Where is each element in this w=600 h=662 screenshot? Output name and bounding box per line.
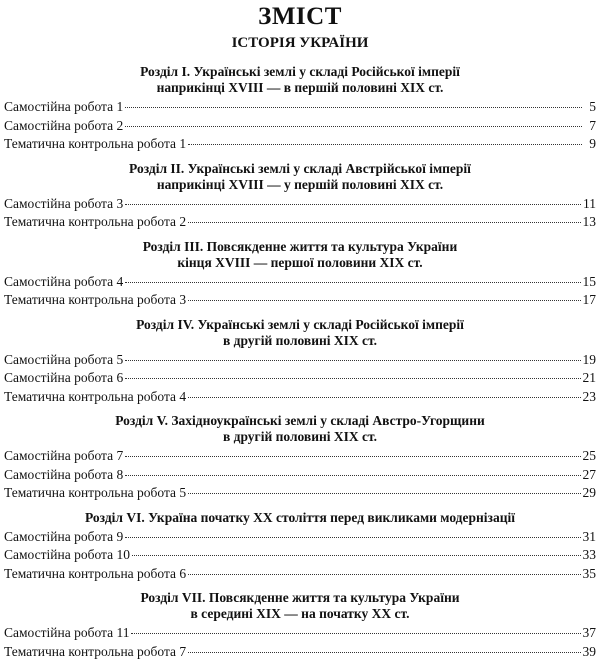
toc-entry-page-number: 35 <box>583 566 597 582</box>
dot-leader <box>188 493 580 494</box>
toc-entry-label: Самостійна робота 1 <box>4 99 123 115</box>
toc-entry-page-number: 23 <box>583 389 597 405</box>
toc-entry[interactable] <box>4 389 596 408</box>
dot-leader <box>188 397 580 398</box>
toc-entry[interactable] <box>4 292 596 311</box>
toc-entry-page-number: 39 <box>583 644 597 660</box>
toc-entry-label: Самостійна робота 5 <box>4 352 123 368</box>
dot-leader <box>188 652 580 653</box>
toc-entry-page-number: 17 <box>583 292 597 308</box>
dot-leader <box>131 633 580 634</box>
toc-entry[interactable] <box>4 547 596 566</box>
toc-entry-label: Самостійна робота 10 <box>4 547 130 563</box>
section-heading-line: в середині XIX — на початку XX ст. <box>4 606 596 622</box>
toc-entry-label: Тематична контрольна робота 4 <box>4 389 186 405</box>
toc-entry-label: Самостійна робота 9 <box>4 529 123 545</box>
toc-entry[interactable] <box>4 370 596 389</box>
toc-section <box>4 239 596 311</box>
toc-entry-page-number: 21 <box>583 370 597 386</box>
section-heading-line: кінця XVIII — першої половини XIX ст. <box>4 255 596 271</box>
toc-entry-page-number: 9 <box>584 136 596 152</box>
toc-entry-page-number: 19 <box>583 352 597 368</box>
toc-entry-label: Тематична контрольна робота 6 <box>4 566 186 582</box>
dot-leader <box>125 378 580 379</box>
toc-entry-page-number: 37 <box>583 625 597 641</box>
toc-list <box>4 64 596 662</box>
toc-entry[interactable] <box>4 136 596 155</box>
section-heading-line: Розділ V. Західноукраїнські землі у складі Австро-Угорщини <box>4 413 596 429</box>
toc-entry[interactable] <box>4 352 596 371</box>
toc-entry-label: Самостійна робота 7 <box>4 448 123 464</box>
toc-section <box>4 317 596 408</box>
toc-entry-page-number: 15 <box>583 274 597 290</box>
section-heading <box>4 64 596 96</box>
section-heading <box>4 317 596 349</box>
toc-entry-page-number: 31 <box>583 529 597 545</box>
page-subtitle: ІСТОРІЯ УКРАЇНИ <box>4 34 596 52</box>
dot-leader <box>125 456 580 457</box>
toc-entry[interactable] <box>4 448 596 467</box>
toc-entry-page-number: 11 <box>583 196 596 212</box>
toc-entry[interactable] <box>4 625 596 644</box>
section-heading <box>4 413 596 445</box>
toc-entry[interactable] <box>4 99 596 118</box>
toc-entry[interactable] <box>4 485 596 504</box>
toc-entry-page-number: 25 <box>583 448 597 464</box>
toc-entry[interactable] <box>4 214 596 233</box>
section-heading-line: в другій половині XIX ст. <box>4 429 596 445</box>
toc-entry[interactable] <box>4 274 596 293</box>
section-heading-line: наприкінці XVIII — в першій половині XIX ст. <box>4 80 596 96</box>
dot-leader <box>125 360 580 361</box>
toc-entry-label: Самостійна робота 11 <box>4 625 129 641</box>
section-heading-line: Розділ IV. Українські землі у складі Російської імперії <box>4 317 596 333</box>
dot-leader <box>132 555 581 556</box>
dot-leader <box>188 574 580 575</box>
toc-entry-label: Самостійна робота 6 <box>4 370 123 386</box>
dot-leader <box>188 144 582 145</box>
dot-leader <box>125 204 581 205</box>
toc-entry[interactable] <box>4 529 596 548</box>
toc-section <box>4 413 596 504</box>
section-heading-line: в другій половині XIX ст. <box>4 333 596 349</box>
toc-section <box>4 64 596 155</box>
section-heading <box>4 239 596 271</box>
toc-entry-label: Тематична контрольна робота 1 <box>4 136 186 152</box>
section-heading-line: Розділ ІІІ. Повсякденне життя та культура України <box>4 239 596 255</box>
toc-entry-page-number: 13 <box>583 214 597 230</box>
section-heading-line: Розділ VI. Україна початку XX століття перед викликами модернізації <box>4 510 596 526</box>
toc-entry-label: Тематична контрольна робота 2 <box>4 214 186 230</box>
dot-leader <box>188 222 580 223</box>
toc-entry-label: Самостійна робота 8 <box>4 467 123 483</box>
toc-entry-label: Самостійна робота 2 <box>4 118 123 134</box>
section-heading <box>4 590 596 622</box>
dot-leader <box>125 126 582 127</box>
section-heading-line: наприкінці XVIII — у першій половині XIX ст. <box>4 177 596 193</box>
section-heading-line: Розділ І. Українські землі у складі Російської імперії <box>4 64 596 80</box>
toc-entry-label: Тематична контрольна робота 7 <box>4 644 186 660</box>
dot-leader <box>125 537 580 538</box>
toc-entry[interactable] <box>4 467 596 486</box>
section-heading-line: Розділ VII. Повсякденне життя та культура України <box>4 590 596 606</box>
toc-entry-page-number: 27 <box>583 467 597 483</box>
toc-section <box>4 590 596 662</box>
dot-leader <box>125 475 580 476</box>
dot-leader <box>188 300 580 301</box>
section-heading <box>4 510 596 526</box>
toc-entry[interactable] <box>4 118 596 137</box>
table-of-contents-page <box>0 2 600 659</box>
toc-entry-label: Тематична контрольна робота 3 <box>4 292 186 308</box>
section-heading <box>4 161 596 193</box>
page-title: ЗМІСТ <box>4 2 596 32</box>
toc-entry-page-number: 7 <box>584 118 596 134</box>
toc-section <box>4 510 596 585</box>
toc-entry[interactable] <box>4 644 596 662</box>
toc-entry-label: Тематична контрольна робота 5 <box>4 485 186 501</box>
section-heading-line: Розділ ІІ. Українські землі у складі Австрійської імперії <box>4 161 596 177</box>
toc-entry-label: Самостійна робота 3 <box>4 196 123 212</box>
toc-entry[interactable] <box>4 566 596 585</box>
toc-entry-page-number: 33 <box>583 547 597 563</box>
toc-entry-label: Самостійна робота 4 <box>4 274 123 290</box>
toc-entry[interactable] <box>4 196 596 215</box>
dot-leader <box>125 282 580 283</box>
toc-entry-page-number: 29 <box>583 485 597 501</box>
toc-section <box>4 161 596 233</box>
toc-entry-page-number: 5 <box>584 99 596 115</box>
dot-leader <box>125 107 582 108</box>
